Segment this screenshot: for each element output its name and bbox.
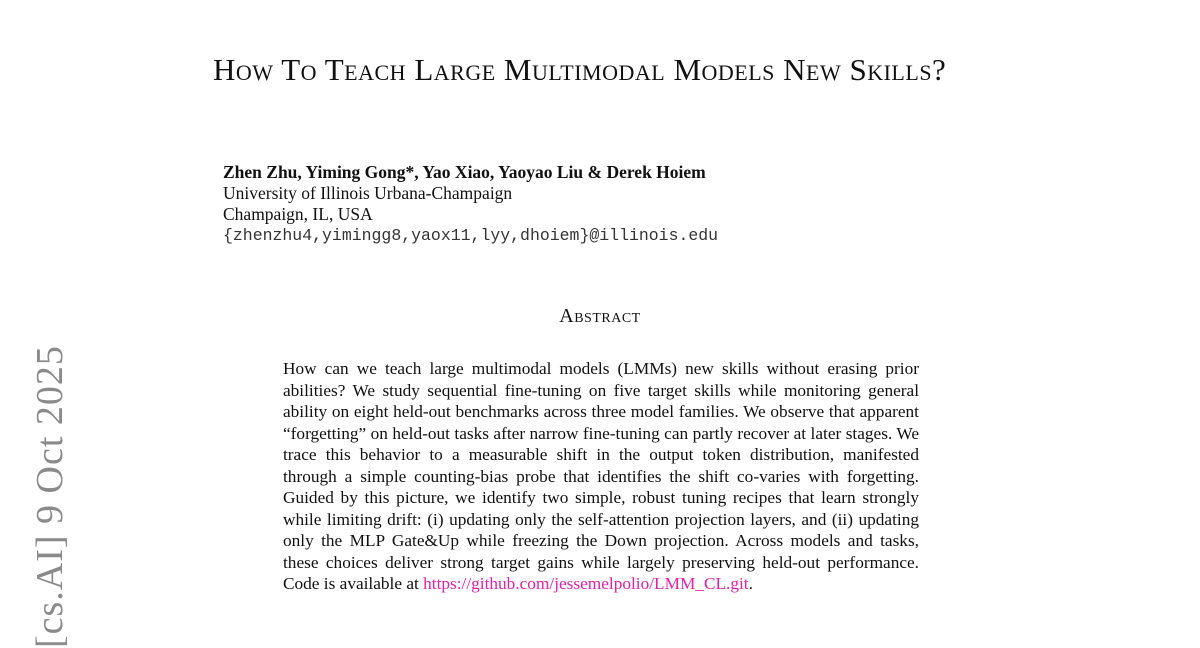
abstract-body bbox=[283, 358, 919, 595]
code-link[interactable]: https://github.com/jessemelpolio/LMM_CL.git bbox=[423, 574, 749, 593]
abstract-heading: Abstract bbox=[559, 305, 641, 327]
arxiv-stamp: [cs.AI] 9 Oct 2025 bbox=[29, 345, 71, 648]
affiliation: University of Illinois Urbana-Champaign bbox=[223, 183, 513, 203]
location: Champaign, IL, USA bbox=[223, 204, 373, 224]
email-list: {zhenzhu4,yimingg8,yaox11,lyy,dhoiem}@illinois.edu bbox=[223, 226, 719, 245]
abstract-end: . bbox=[748, 574, 753, 593]
paper-title: How To Teach Large Multimodal Models New Skills? bbox=[213, 52, 947, 87]
author-block bbox=[223, 162, 718, 246]
author-list: Zhen Zhu, Yiming Gong*, Yao Xiao, Yaoyao Liu & Derek Hoiem bbox=[223, 162, 706, 182]
abstract-text: How can we teach large multimodal models (LMMs) new skills without erasing prior abilities? We study sequential fine-tuning on five target skills while monitoring general ability on eight held-out benchmarks across three model families. We observe that apparent “forgetting” on held-out tasks after narrow fine-tuning can partly recover at later stages. We trace this behavior to a measurable shift in the output token distribution, manifested through a simple counting-bias probe that identifies the shift co-varies with forgetting. Guided by this picture, we identify two simple, robust tuning recipes that learn strongly while limiting drift: (i) updating only the self-attention projection layers, and (ii) updating only the MLP Gate&Up while freezing the Down projection. Across models and tasks, these choices deliver strong target gains while largely preserving held-out performance. Code is available at bbox=[283, 359, 919, 593]
